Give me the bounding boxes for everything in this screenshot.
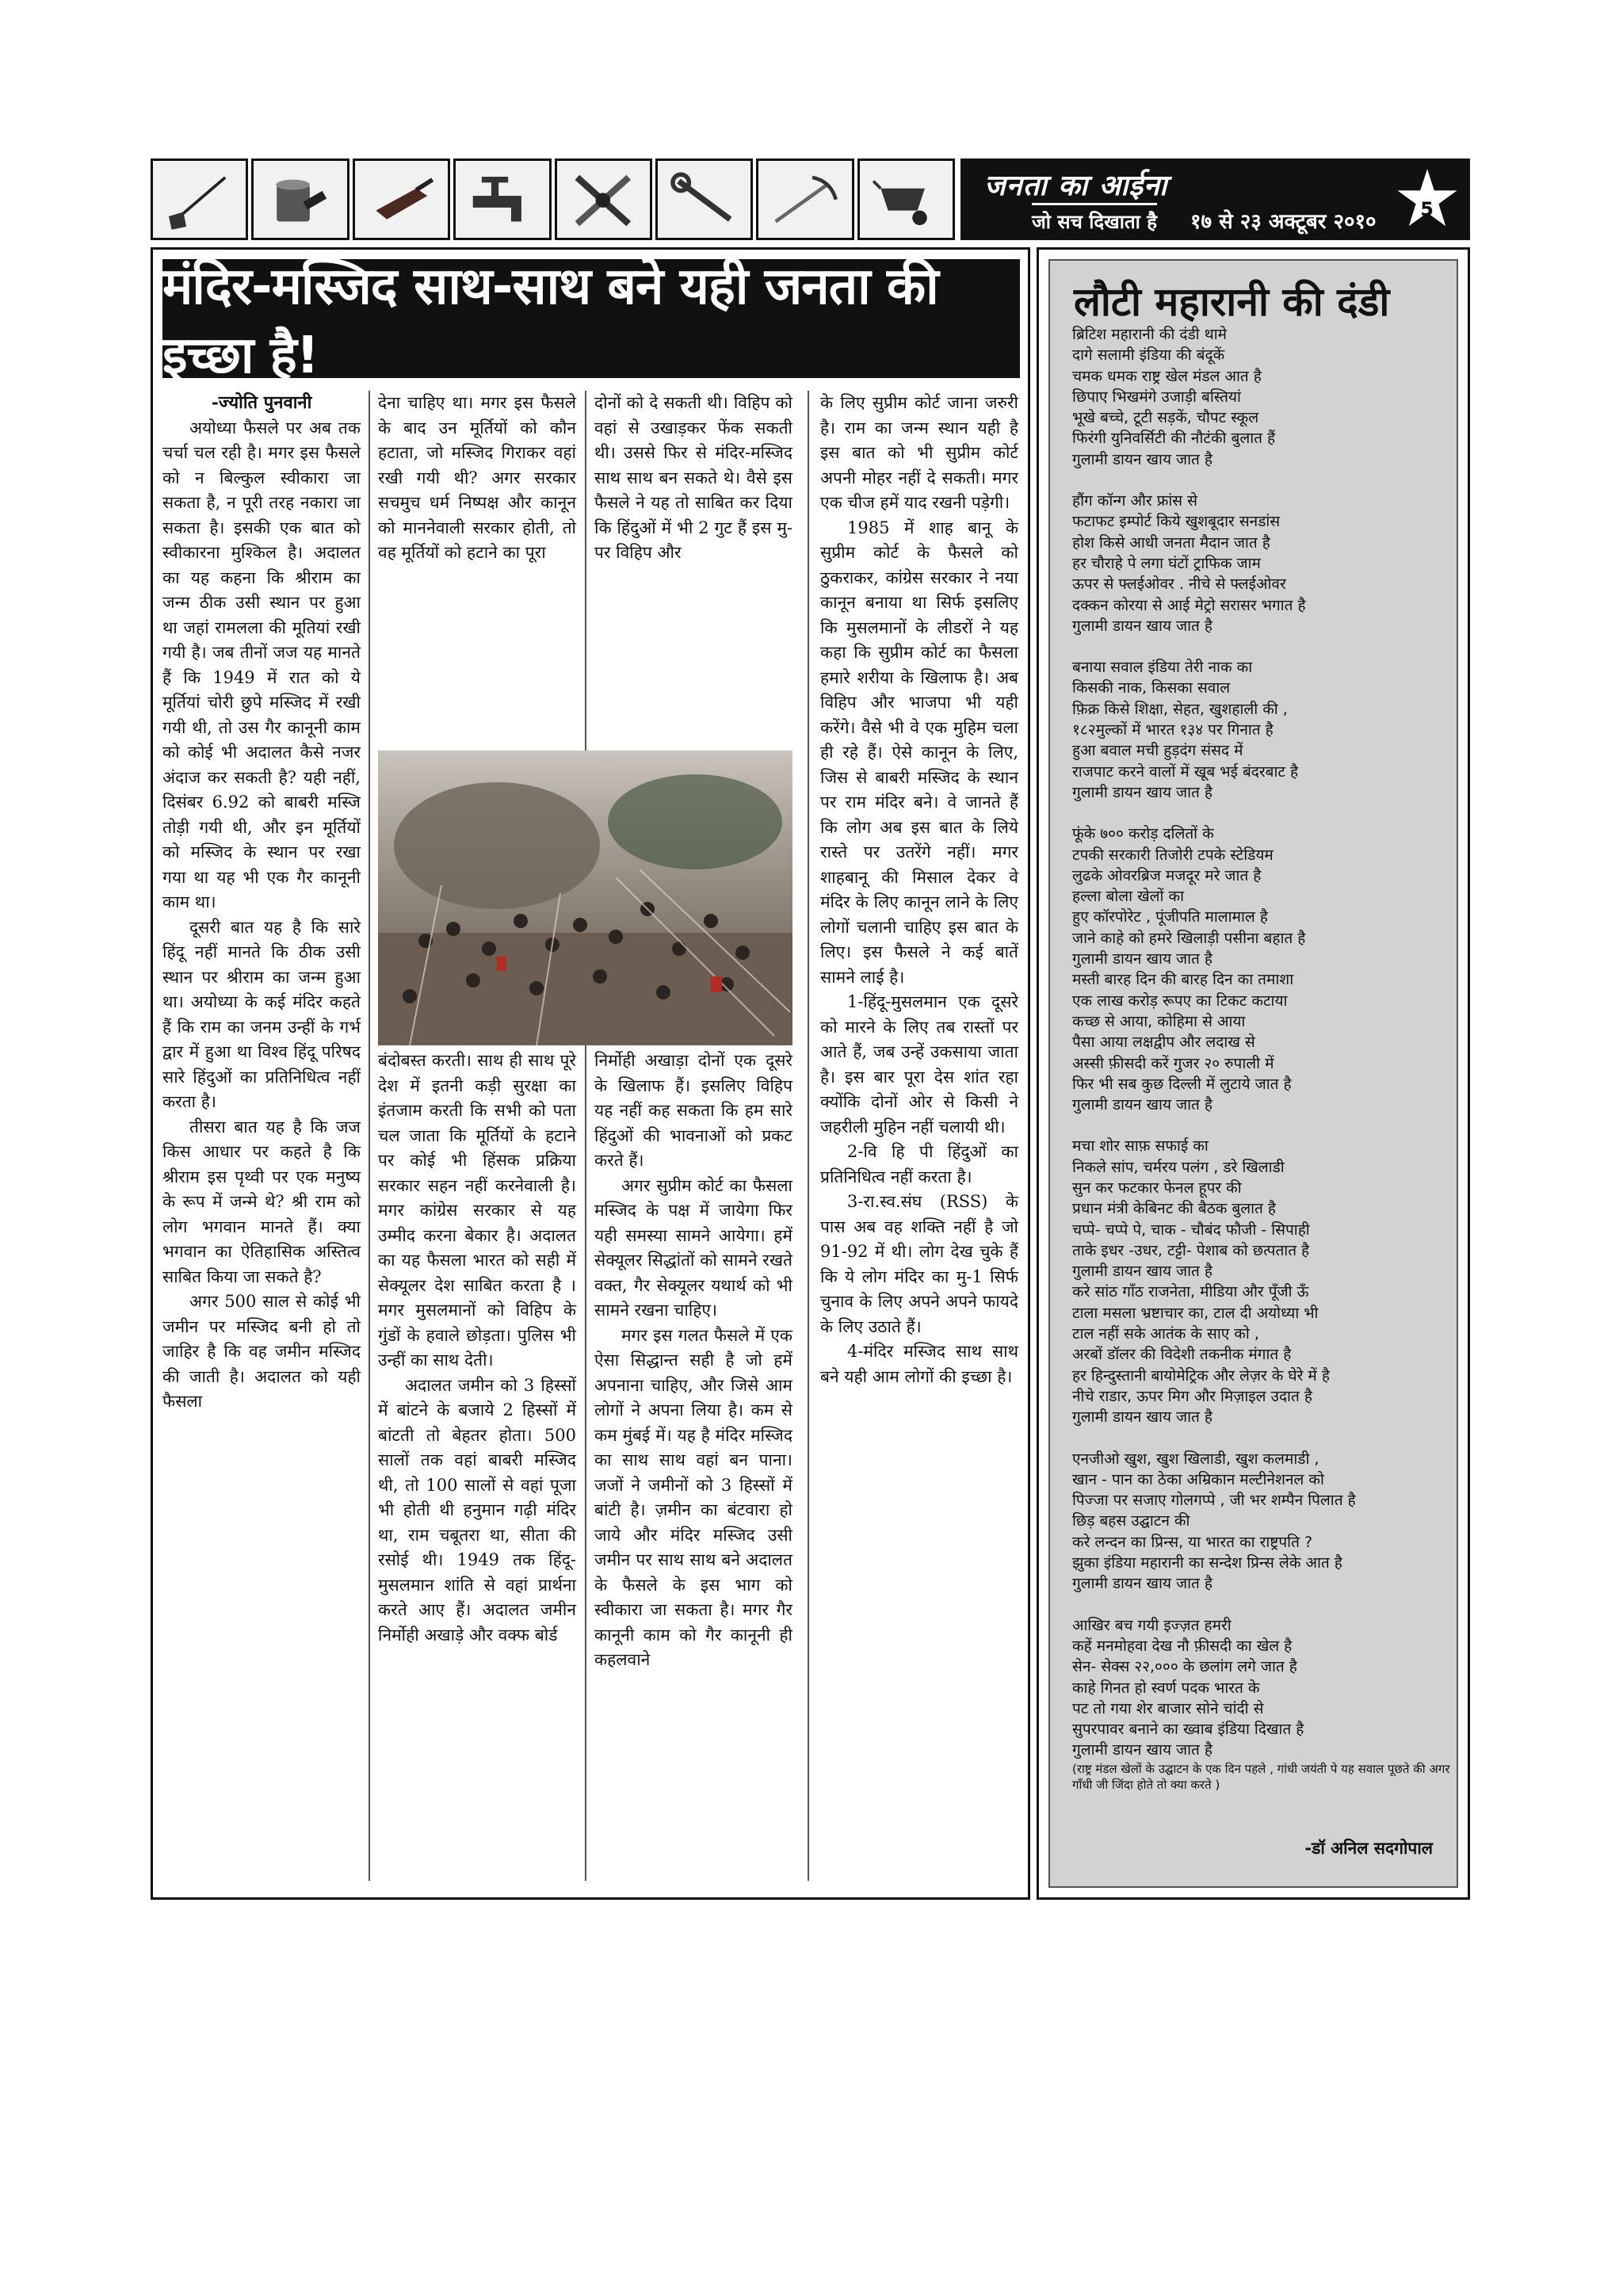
page-number: 5 xyxy=(1420,198,1434,220)
paragraph: दोनों को दे सकती थी। विहिप को वहां से उखाड़कर फेंक सकती थी। उससे फिर से मंदिर-मस्जिद साथ साथ बन सकते थे। वैसे इस फैसले ने यह तो साबित कर दिया कि हिंदुओं में भी 2 गुट हैं इस मु- पर विहिप और xyxy=(594,393,792,562)
article-column-1 xyxy=(162,391,361,1415)
paragraph: 1985 में शाह बानू के सुप्रीम कोर्ट के फैसले को ठुकराकर, कांग्रेस सरकार ने नया कानून बनाया था सिर्फ इसलिए कि मुसलमानों के लीडरों ने यह कहा कि सुप्रीम कोर्ट का फैसला हमारे शरीया के खिलाफ है। अब विहिप और भाजपा भी यही करेंगे। वैसे भी वे एक मुहिम चला ही रहे हैं। ऐसे कानून के लिए, जिस से बाबरी मस्जिद के स्थान पर राम मंदिर बने। वे जानते हैं कि लोग अब इस बात के लिये रास्ते पर उतरेंगे नहीं। मगर शाहबानू की मिसाल देकर वे मंदिर के लिए कानून लाने के लिए लोगों चलानी चाहिए इस बात के लिए। इस फैसले ने कई बातें सामने लाई है। xyxy=(820,518,1018,987)
tap-icon xyxy=(453,159,551,240)
poem-line: १८२मुल्कों में भारत १३४ पर गिनात है xyxy=(1072,721,1274,739)
poem-note: (राष्ट्र मंडल खेलों के उद्घाटन के एक दिन पहले , गांधी जयंती पे यह सवाल पूछते की अगर गाँधी जी जिंदा होते तो क्या करते ) xyxy=(1072,1761,1450,1792)
hoe-icon xyxy=(151,159,248,240)
wheelbarrow-icon xyxy=(857,159,955,240)
poem-line: गुलामी डायन खाय जात है xyxy=(1072,1741,1213,1759)
column-rule xyxy=(585,391,586,1881)
poem-line: किसकी नाक, किसका सवाल xyxy=(1072,679,1231,697)
stanza-gap xyxy=(1072,1428,1453,1449)
paragraph: अगर 500 साल से कोई भी जमीन पर मस्जिद बनी हो तो जाहिर है कि वह जमीन मस्जिद की जाती है। अदालत को यही फैसला xyxy=(162,1292,361,1411)
column-rule xyxy=(369,391,370,1881)
stanza-gap xyxy=(1072,470,1453,491)
poem-title: लौटी महारानी की दंडी xyxy=(1074,279,1390,325)
poem-line: अरबों डॉलर की विदेशी तकनीक मंगात है xyxy=(1072,1346,1292,1364)
poem-line: हौंग कॉन्ग और फ्रांस से xyxy=(1072,492,1198,510)
newspaper-title: जनता का आईना xyxy=(984,170,1168,202)
poem-line: चमक धमक राष्ट्र खेल मंडल आत है xyxy=(1072,367,1262,385)
paragraph: के लिए सुप्रीम कोर्ट जाना जरुरी है। राम का जन्म स्थान यही है इस बात को भी सुप्रीम कोर्ट अपनी मोहर नहीं दे सकती। मगर एक चीज हमें याद रखनी पड़ेगी। xyxy=(820,393,1018,512)
poem-line: भूखे बच्चे, टूटी सड़कें, चौपट स्कूल xyxy=(1072,409,1259,427)
poem-line: हुआ बवाल मची हुड़दंग संसद में xyxy=(1072,742,1243,760)
poem-line: हर चौराहे पे लगा घंटों ट्राफिक जाम xyxy=(1072,554,1261,572)
news-photo xyxy=(378,751,792,1045)
poem-line: गुलामी डायन खाय जात है xyxy=(1072,617,1213,635)
column-rule xyxy=(808,391,809,1881)
masthead xyxy=(960,159,1470,240)
paragraph: अदालत जमीन को 3 हिस्सों में बांटने के बजाये 2 हिस्सों में बांटती तो बेहतर होता। 500 सालों तक वहां बाबरी मस्जिद थी, तो 100 सालों से वहां पूजा भी होती थी हनुमान गढ़ी मंदिर था, राम चबूतरा था, सीता की रसोई थी। 1949 तक हिंदू-मुसलमान शांति से वहां प्रार्थना करते आए हैं। अदालत जमीन निर्मोही अखाड़े और वक्फ बोर्ड xyxy=(378,1375,576,1645)
stanza-gap xyxy=(1072,803,1453,823)
article-headline: मंदिर-मस्जिद साथ-साथ बने यही जनता की इच्छा है! xyxy=(162,258,938,385)
poem-line: अस्सी फ़ीसदी करें गुजर २० रुपाली में xyxy=(1072,1054,1274,1072)
tool-icon-strip xyxy=(151,159,955,240)
paragraph: बंदोबस्त करती। साथ ही साथ पूरे देश में इतनी कड़ी सुरक्षा का इंतजाम करती कि सभी को पता चल जाता कि मूर्तियों के हटाने पर कोई भी हिंसक प्रक्रिया सरकार सहन नहीं करनेवाली है। मगर कांग्रेस सरकार से यह उम्मीद करना बेकार है। अदालत का यह फैसला भारत को सही में सेक्यूलर देश साबित करता है । मगर मुसलमानों को विहिप के गुंडों के हवाले छोड़ता। पुलिस भी उन्हीं का साथ देती। xyxy=(378,1051,576,1370)
poem-line: लुढके ओवरब्रिज मजदूर मरे जात है xyxy=(1072,866,1262,884)
poem-line: हुए कॉरपोरेट , पूंजीपति मालामाल है xyxy=(1072,908,1268,926)
poem-line: दागे सलामी इंडिया की बंदूकें xyxy=(1072,346,1225,365)
poem-line: काहे गिनत हो स्वर्ण पदक भारत के xyxy=(1072,1679,1260,1697)
paragraph: तीसरा बात यह है कि जज किस आधार पर कहते है कि श्रीराम इस पृथ्वी पर एक मनुष्य के रूप में जन्मे थे? श्री राम को लोग भगवान मानते हैं। क्या भगवान का ऐतिहासिक अस्तित्व साबित किया जा सकते है? xyxy=(162,1117,361,1286)
poem-line: बनाया सवाल इंडिया तेरी नाक का xyxy=(1072,659,1253,677)
stanza-gap xyxy=(1072,1595,1453,1615)
poem-line: सुन कर फटकार फेनल हूपर की xyxy=(1072,1179,1242,1197)
poem-line: गुलामी डायन खाय जात है xyxy=(1072,1575,1213,1593)
poem-line: चप्पे- चप्पे पे, चाक - चौबंद फौजी - सिपाही xyxy=(1072,1221,1310,1239)
poem-line: छिपाए भिखमंगे उजाड़ी बस्तियां xyxy=(1072,388,1241,406)
poem-line: छिड़ बहस उद्घाटन की xyxy=(1072,1512,1190,1530)
poem-line: पट तो गया शेर बाजार सोने चांदी से xyxy=(1072,1699,1264,1717)
poem-line: होश किसे आधी जनता मैदान जात है xyxy=(1072,533,1270,552)
poem-line: फटाफट इम्पोर्ट किये खुशबूदार सनडांस xyxy=(1072,513,1281,531)
paragraph: देना चाहिए था। मगर इस फैसले के बाद उन मूर्तियों को कौन हटाता, जो मस्जिद गिराकर वहां रखी गयी थी? अगर सरकार सचमुच धर्म निष्पक्ष और कानून को माननेवाली सरकार होती, तो वह मूर्तियों को हटाने का पूरा xyxy=(378,393,576,562)
paint-bucket-icon xyxy=(251,159,349,240)
poem-line: हल्ला बोला खेलों का xyxy=(1072,888,1185,906)
poem-line: गुलामी डायन खाय जात है xyxy=(1072,450,1213,468)
poem-line: टपकी सरकारी तिजोरी टपके स्टेडियम xyxy=(1072,846,1274,864)
poem-line: दक्कन कोरया से आई मेट्रो सरासर भगात है xyxy=(1072,596,1306,614)
poem-line: ताके इधर -उधर, टट्टी- पेशाब को छत्पतात है xyxy=(1072,1241,1310,1259)
poem-line: प्रधान मंत्री केबिनट की बैठक बुलात है xyxy=(1072,1200,1277,1218)
newspaper-page xyxy=(151,159,1470,1906)
poem-line: पैसा आया लक्षद्वीप और लदाख से xyxy=(1072,1033,1255,1052)
poem-line: करे सांठ गाँठ राजनेता, मीडिया और पूँजी ऊँ xyxy=(1072,1283,1309,1301)
paragraph: 4-मंदिर मस्जिद साथ साथ बने यही आम लोगों की इच्छा है। xyxy=(820,1342,1018,1386)
poem-line: फ़िक्र किसे शिक्षा, सेहत, खुशहाली की , xyxy=(1072,700,1288,718)
poem-line: गुलामी डायन खाय जात है xyxy=(1072,1263,1213,1281)
poem-sidebar xyxy=(1037,247,1470,1900)
poem-line: ब्रिटिश महारानी की दंडी थामे xyxy=(1072,326,1227,343)
headline-banner xyxy=(162,258,1020,385)
article-byline: -ज्योति पुनवानी xyxy=(211,392,312,413)
wrench-icon xyxy=(655,159,753,240)
poem-line: सुपरपावर बनाने का ख्वाब इंडिया दिखात है xyxy=(1072,1721,1304,1739)
article-column-2-bottom xyxy=(378,1049,576,1648)
stanza-gap xyxy=(1072,636,1453,657)
article-column-4 xyxy=(820,391,1018,1389)
paragraph: निर्मोही अखाड़ा दोनों एक दूसरे के खिलाफ हैं। इसलिए विहिप यह नहीं कह सकता कि हम सारे हिंदुओं की भावनाओं को प्रकट करते हैं। xyxy=(594,1051,792,1170)
poem-line: एनजीओ खुश, खुश खिलाडी, खुश कलमाडी , xyxy=(1072,1450,1319,1468)
poem-line: फिर भी सब कुछ दिल्ली में लुटाये जात है xyxy=(1072,1075,1292,1093)
paragraph: अगर सुप्रीम कोर्ट का फैसला मस्जिद के पक्ष में जायेगा फिर यही समस्या सामने आयेगा। हमें सेक्यूलर सिद्धांतों को सामने रखते वक्त, गैर सेक्यूलर यथार्थ को भी सामने रखना चाहिए। xyxy=(594,1175,792,1320)
paragraph: 1-हिंदू-मुसलमान एक दूसरे को मारने के लिए तब रास्तों पर आते हैं, जब उन्हें उकसाया जाता है। इस बार पूरा देस शांत रहा क्योंकि दोनों ओर से किसी ने जहरीली मुहिन नहीं चलायी थी। xyxy=(820,992,1018,1137)
paragraph: अयोध्या फैसले पर अब तक चर्चा चल रही है। मगर इस फैसले को न बिल्कुल स्वीकारा जा सकता है, न पूरी तरह नकारा जा सकता है। इसकी एक बात को स्वीकारना मुश्किल है। अदालत का यह कहना कि श्रीराम का जन्म ठीक उसी स्थान पर हुआ था जहां रामलला की मूतियां रखी गयी है। जब तीनों जज यह मानते हैं कि 1949 में रात को ये मूर्तियां चोरी छुपे मस्जिद में रखी गयी थी, तो उस गैर कानूनी काम को कोई भी अदालत कैसे नजर अंदाज कर सकती है? यही नहीं, दिसंबर 6.92 को बाबरी मस्जि तोड़ी गयी थी, और इन मूर्तियों को मस्जिद के स्थान पर रखा गया था यह भी एक गैर कानूनी काम था। xyxy=(162,418,361,911)
poem-line: फिरंगी युनिवर्सिटी की नौटंकी बुलात हैं xyxy=(1072,430,1276,448)
article-frame xyxy=(151,247,1030,1900)
poem-line: राजपाट करने वालों में खूब भई बंदरबाट है xyxy=(1072,762,1299,781)
issue-date: १७ से २३ अक्टूबर २०१० xyxy=(1190,210,1377,234)
crossed-tools-icon xyxy=(555,159,652,240)
poem-line: पिज्जा पर सजाए गोलगप्पे , जी भर शम्पैन पिलात है xyxy=(1072,1492,1356,1510)
poem-line: गुलामी डायन खाय जात है xyxy=(1072,783,1213,801)
paragraph: 3-रा.स्व.संघ (RSS) के पास अब वह शक्ति नहीं है जो 91-92 में थी। लोग देख चुके हैं कि ये लोग मंदिर का मु-1 सिर्फ चुनाव के लिए अपने अपने फायदे के लिए उठाते हैं। xyxy=(820,1192,1018,1336)
poem-line: झुका इंडिया महारानी का सन्देश प्रिन्स लेके आत है xyxy=(1072,1554,1342,1572)
poem-line: कच्छ से आया, कोहिमा से आया xyxy=(1072,1012,1246,1030)
article-column-3-bottom xyxy=(594,1049,792,1673)
poem-line: गुलामी डायन खाय जात है xyxy=(1072,1096,1213,1114)
article-column-2-top xyxy=(378,391,576,566)
poem-line: नीचे राडार, ऊपर मिग और मिज़ाइल उदात है xyxy=(1072,1387,1312,1405)
poem-line: कहें मनमोहवा देख नौ फ़ीसदी का खेल है xyxy=(1072,1637,1293,1655)
stanza-gap xyxy=(1072,1115,1453,1136)
poem-line: खान - पान का ठेका अम्रिकान मल्टीनेशनल को xyxy=(1072,1470,1324,1488)
poem-author: -डॉ अनिल सदगोपाल xyxy=(1304,1839,1433,1858)
poem-line: निकले सांप, चर्मरय पलंग , डरे खिलाडी xyxy=(1072,1158,1285,1176)
pickaxe-icon xyxy=(756,159,854,240)
paragraph: 2-वि हि पी हिंदुओं का प्रतिनिधित्व नहीं करता है। xyxy=(820,1142,1018,1186)
poem-line: आखिर बच गयी इज्ज़त हमरी xyxy=(1072,1616,1232,1634)
poem-line: जाने काहे को हमरे खिलाड़ी पसीना बहात है xyxy=(1072,929,1306,947)
poem-box xyxy=(1048,259,1458,1888)
poem-line: हर हिन्दुस्तानी बायोमेट्रिक और लेज़र के घेरे में है xyxy=(1072,1366,1330,1385)
paragraph: दूसरी बात यह है कि सारे हिंदू नहीं मानते कि ठीक उसी स्थान पर श्रीराम का जन्म हुआ था। अयोध्या के कई मंदिर कहते हैं कि राम का जनम उन्हीं के गर्भ द्वार में हुआ था विश्व हिंदू परिषद सारे हिंदुओं का प्रतिनिधित्व नहीं करता है। xyxy=(162,917,361,1111)
poem-line: गुलामी डायन खाय जात है xyxy=(1072,1408,1213,1427)
article-column-3-top xyxy=(594,391,792,566)
poem-line: मचा शोर साफ़ सफाई का xyxy=(1072,1137,1209,1156)
poem-line: मस्ती बारह दिन की बारह दिन का तमाशा xyxy=(1072,971,1294,989)
poem-line: टाला मसला भ्रष्टाचार का, टाल दी अयोध्या भी xyxy=(1072,1304,1319,1322)
poem-line: ऊपर से फ्लईओवर . नीचे से फ्लईओवर xyxy=(1072,575,1286,594)
poem-line: करे लन्दन का प्रिन्स, या भारत का राष्ट्रपति ? xyxy=(1072,1533,1313,1551)
newspaper-tagline: जो सच दिखाता है xyxy=(1032,203,1157,235)
trowel-icon xyxy=(353,159,450,240)
poem-line: फूंके ७०० करोड़ दलितों के xyxy=(1072,825,1214,843)
poem-line: सेन- सेक्स २२,००० के छलांग लगे जात है xyxy=(1072,1658,1297,1676)
poem-body xyxy=(1072,324,1453,1793)
poem-line: गुलामी डायन खाय जात है xyxy=(1072,950,1213,968)
paragraph: मगर इस गलत फैसले में एक ऐसा सिद्धान्त सही है जो हमें अपनाना चाहिए, और जिसे आम लोगों ने अपना लिया है। कम से कम मुंबई में। यह है मंदिर मस्जिद का साथ साथ वहां बन पाना। जजों ने जमीनों को 3 हिस्सों में बांटी है। ज़मीन का बंटवारा हो जाये और मंदिर मस्जिद उसी जमीन पर साथ साथ बने अदालत के फैसले के इस भाग को स्वीकारा जा सकता है। मगर गैर कानूनी काम को गैर कानूनी ही कहलवाने xyxy=(594,1325,792,1669)
poem-line: टाल नहीं सके आतंक के साए को , xyxy=(1072,1325,1259,1343)
poem-line: एक लाख करोड़ रूपए का टिकट कटाया xyxy=(1072,991,1288,1010)
